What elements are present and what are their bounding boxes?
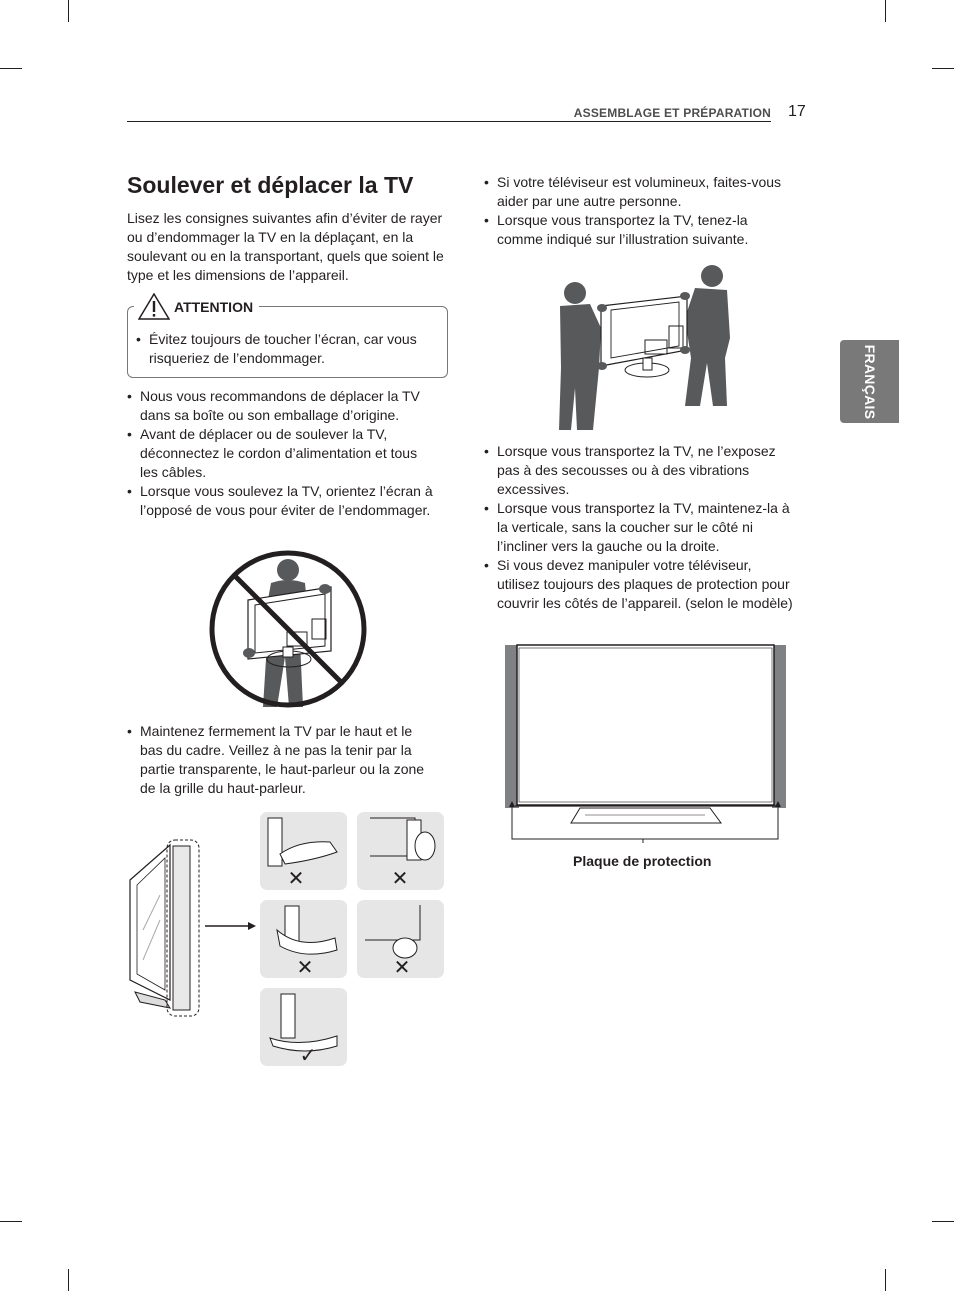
left-bullet-list-2 [127, 722, 437, 798]
prohibited-lifting-illustration [205, 547, 371, 711]
page-number: 17 [788, 103, 806, 120]
attention-header [134, 293, 259, 320]
attention-box [127, 298, 448, 378]
section-title: Soulever et déplacer la TV [127, 172, 414, 198]
crop-mark [0, 68, 22, 69]
crop-mark [932, 68, 954, 69]
language-tab-label: FRANÇAIS [861, 344, 878, 419]
crop-mark [68, 1269, 69, 1291]
crop-mark [885, 0, 886, 22]
warning-icon [138, 293, 170, 320]
svg-text:✕: ✕ [393, 955, 411, 979]
right-bullet-list-2 [484, 442, 794, 613]
list-item: • Avant de déplacer ou de soulever la TV, déconnectez le cordon d’alimentation et tous les câbles. [127, 425, 437, 482]
two-person-carry-illustration [555, 258, 735, 430]
crop-mark [932, 1221, 954, 1222]
crop-mark [885, 1269, 886, 1291]
protection-plate-caption: Plaque de protection [573, 853, 712, 869]
list-item: • Si vous devez manipuler votre téléviseur, utilisez toujours des plaques de protection pour couvrir les côtés de l’appareil. (selon le modèle) [484, 556, 794, 613]
left-bullet-list [127, 387, 437, 520]
list-item: • Lorsque vous transportez la TV, maintenez-la à la verticale, sans la coucher sur le côté ni l’incliner vers la gauche ou la droite. [484, 499, 794, 556]
list-item: • Si votre téléviseur est volumineux, faites-vous aider par une autre personne. [484, 173, 794, 211]
running-header: ASSEMBLAGE ET PRÉPARATION [573, 106, 771, 120]
attention-item: • Évitez toujours de toucher l’écran, car vous risqueriez de l’endommager. [136, 330, 436, 368]
list-item: • Lorsque vous transportez la TV, tenez-la comme indiqué sur l’illustration suivante. [484, 211, 794, 249]
list-item: • Lorsque vous transportez la TV, ne l’exposez pas à des secousses ou à des vibrations excessives. [484, 442, 794, 499]
svg-text:✓: ✓ [299, 1043, 317, 1067]
right-bullet-list [484, 173, 794, 249]
list-item: • Nous vous recommandons de déplacer la TV dans sa boîte ou son emballage d’origine. [127, 387, 437, 425]
svg-text:✕: ✕ [391, 866, 409, 890]
header-rule [127, 121, 771, 122]
svg-text:✕: ✕ [296, 955, 314, 979]
protection-plate-illustration [505, 643, 786, 843]
attention-label: ATTENTION [174, 298, 254, 315]
language-tab [840, 340, 899, 423]
svg-text:✕: ✕ [287, 866, 305, 890]
list-item: • Maintenez fermement la TV par le haut et le bas du cadre. Veillez à ne pas la tenir par la partie transparente, le haut-parleur ou la zone de la grille du haut-parleur. [127, 722, 437, 798]
attention-list [136, 330, 436, 368]
intro-paragraph: Lisez les consignes suivantes afin d’éviter de rayer ou d’endommager la TV en la déplaçant, en la soulevant ou en la transportant, quels que soient le type et les dimensions de l’appareil. [127, 210, 444, 283]
crop-mark [0, 1221, 22, 1222]
list-item: • Lorsque vous soulevez la TV, orientez l’écran à l’opposé de vous pour éviter de l’endommager. [127, 482, 437, 520]
crop-mark [68, 0, 69, 22]
tv-grip-illustration [125, 810, 450, 1072]
